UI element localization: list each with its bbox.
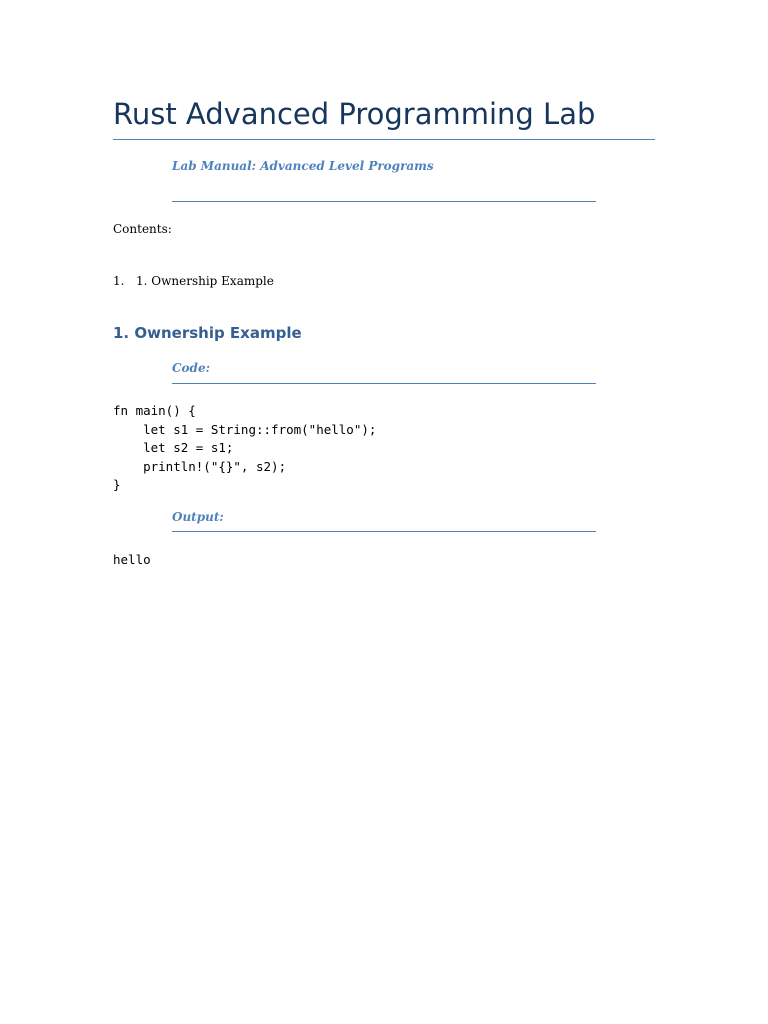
document-title: Rust Advanced Programming Lab [113,97,596,131]
output-label: Output: [172,510,224,524]
toc-item[interactable] [113,274,274,288]
toc-item-text: 1. Ownership Example [136,274,274,288]
document-subtitle: Lab Manual: Advanced Level Programs [172,159,434,173]
code-label: Code: [172,361,211,375]
title-underline [113,139,655,140]
code-block: fn main() { let s1 = String::from("hello"); let s2 = s1; println!("{}", s2); } [113,403,377,493]
contents-label: Contents: [113,222,172,236]
subtitle-underline [172,201,596,202]
section-heading: 1. Ownership Example [113,324,302,342]
code-label-underline [172,383,596,384]
toc-item-number: 1. [113,274,125,288]
output-block: hello [113,552,151,567]
output-label-underline [172,531,596,532]
